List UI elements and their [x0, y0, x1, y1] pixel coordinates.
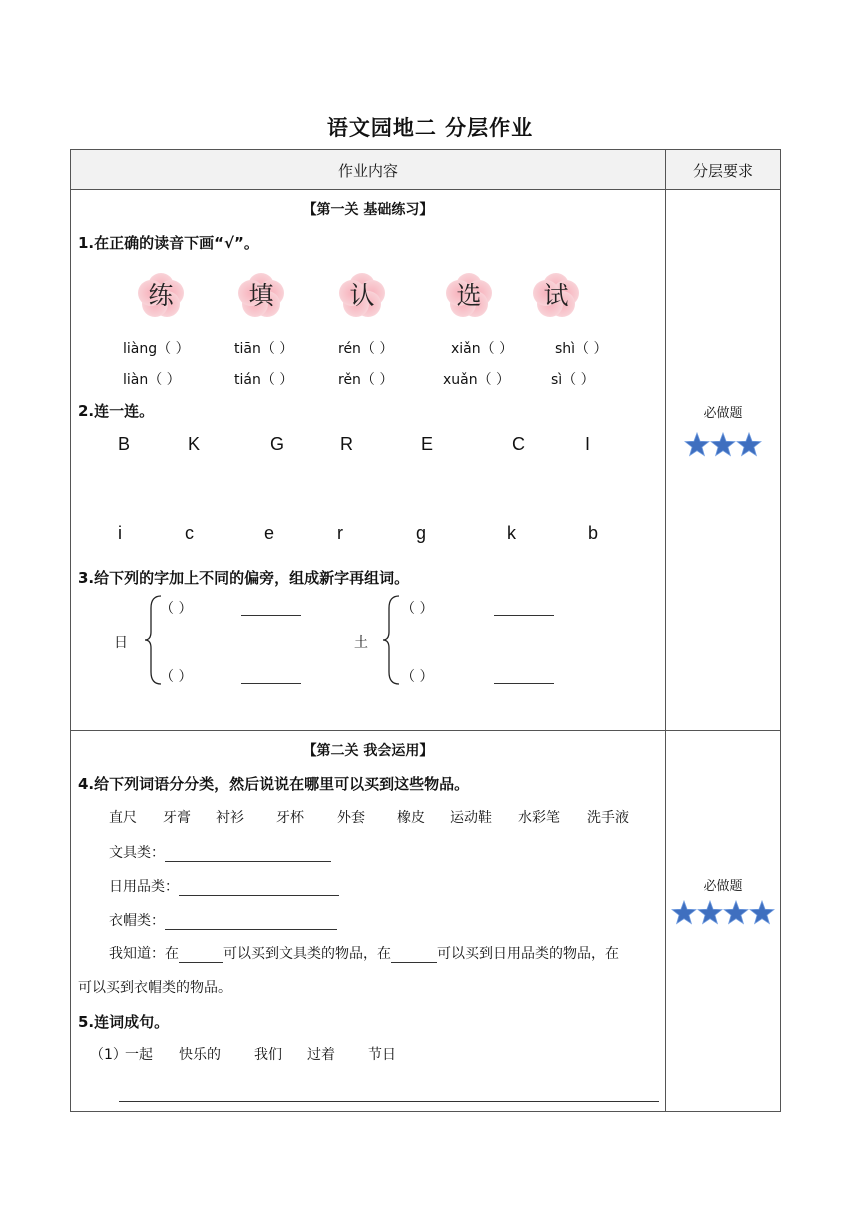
- uppercase-letter[interactable]: E: [421, 434, 434, 454]
- header-level: 分层要求: [692, 162, 753, 180]
- know-text: 可以买到文具类的物品，在: [223, 946, 391, 962]
- character: 试: [543, 281, 569, 310]
- base-char-tu: 土: [354, 635, 368, 651]
- pinyin-option[interactable]: sì（ ）: [551, 372, 595, 388]
- pinyin-option[interactable]: rén（ ）: [338, 341, 394, 357]
- answer-line: [494, 615, 554, 616]
- pinyin-option[interactable]: shì（ ）: [555, 341, 608, 357]
- word-item: 直尺: [109, 810, 137, 826]
- paren-blank: （ ）: [160, 669, 193, 685]
- character: 认: [349, 281, 375, 310]
- know-sentence: [109, 943, 619, 963]
- word-item: 水彩笔: [518, 810, 560, 826]
- know-text: 可以买到日用品类的物品，在: [437, 946, 619, 962]
- question-1: 1.在正确的读音下画“√”。: [78, 234, 259, 252]
- level-label-2: 必做题: [703, 879, 743, 894]
- paren-blank: （ ）: [160, 601, 193, 617]
- uppercase-letter[interactable]: I: [585, 434, 591, 454]
- star-icon: [723, 900, 749, 926]
- answer-line: [241, 615, 301, 616]
- category-label: 衣帽类：: [109, 913, 165, 929]
- pinyin-option[interactable]: liàng（ ）: [123, 341, 190, 357]
- pinyin-option[interactable]: rěn（ ）: [338, 372, 394, 388]
- star-icon: [710, 432, 736, 458]
- answer-line: [391, 948, 437, 963]
- brace-icon: [381, 594, 403, 686]
- word-item: 外套: [337, 810, 365, 826]
- uppercase-letter[interactable]: R: [340, 434, 353, 454]
- flower-icon: [339, 273, 385, 319]
- q5-item-number: （1）: [90, 1047, 127, 1063]
- lowercase-letter[interactable]: r: [337, 523, 343, 543]
- section2-heading: 【第二关 我会运用】: [302, 743, 434, 759]
- word-item: 快乐的: [179, 1047, 221, 1063]
- pinyin-option[interactable]: tián（ ）: [234, 372, 294, 388]
- star-icon: [697, 900, 723, 926]
- uppercase-letter[interactable]: G: [270, 434, 285, 454]
- pinyin-option[interactable]: tiān（ ）: [234, 341, 294, 357]
- page-title: 语文园地二 分层作业: [326, 116, 534, 140]
- star-icon: [749, 900, 775, 926]
- star-icon: [736, 432, 762, 458]
- word-item: 橡皮: [397, 810, 425, 826]
- flower-icon: [446, 273, 492, 319]
- word-item: 节日: [368, 1047, 396, 1063]
- section1-heading: 【第一关 基础练习】: [302, 202, 434, 218]
- character: 填: [248, 281, 274, 310]
- word-item: 一起: [125, 1047, 153, 1063]
- pinyin-option[interactable]: xuǎn（ ）: [443, 372, 511, 388]
- header-content: 作业内容: [337, 162, 398, 180]
- answer-line: [241, 683, 301, 684]
- word-item: 牙杯: [276, 810, 304, 826]
- category-stationery: [109, 842, 331, 862]
- answer-line: [165, 847, 331, 862]
- character: 练: [148, 281, 174, 310]
- star-icon: [684, 432, 710, 458]
- question-5: 5.连词成句。: [78, 1013, 170, 1031]
- category-daily: [109, 876, 339, 896]
- answer-line: [119, 1101, 659, 1102]
- category-label: 文具类：: [109, 845, 165, 861]
- category-label: 日用品类：: [109, 879, 179, 895]
- answer-line: [165, 915, 337, 930]
- word-item: 衬衫: [216, 810, 244, 826]
- lowercase-letter[interactable]: k: [507, 523, 516, 543]
- star-icon: [671, 900, 697, 926]
- uppercase-letter[interactable]: C: [512, 434, 525, 454]
- word-item: 我们: [254, 1047, 282, 1063]
- word-item: 运动鞋: [450, 810, 492, 826]
- uppercase-letter[interactable]: K: [188, 434, 201, 454]
- character: 选: [456, 281, 482, 310]
- flower-icon: [138, 273, 184, 319]
- know-text: 我知道：在: [109, 946, 179, 962]
- word-item: 牙膏: [163, 810, 191, 826]
- answer-line: [494, 683, 554, 684]
- paren-blank: （ ）: [401, 669, 434, 685]
- flower-icon: [238, 273, 284, 319]
- category-clothing: [109, 910, 337, 930]
- question-4: 4.给下列词语分分类，然后说说在哪里可以买到这些物品。: [78, 775, 470, 793]
- word-item: 过着: [307, 1047, 335, 1063]
- paren-blank: （ ）: [401, 601, 434, 617]
- lowercase-letter[interactable]: e: [264, 523, 275, 543]
- lowercase-letter[interactable]: g: [416, 523, 427, 543]
- level-label-1: 必做题: [703, 406, 743, 421]
- question-3: 3.给下列的字加上不同的偏旁，组成新字再组词。: [78, 569, 410, 587]
- answer-line: [179, 881, 339, 896]
- base-char-ri: 日: [114, 635, 128, 651]
- question-2: 2.连一连。: [78, 402, 155, 420]
- flower-icon: [533, 273, 579, 319]
- uppercase-letter[interactable]: B: [118, 434, 131, 454]
- know-sentence-end: 可以买到衣帽类的物品。: [78, 980, 232, 996]
- word-item: 洗手液: [587, 810, 629, 826]
- pinyin-option[interactable]: liàn（ ）: [123, 372, 181, 388]
- lowercase-letter[interactable]: b: [588, 523, 599, 543]
- pinyin-option[interactable]: xiǎn（ ）: [451, 341, 514, 357]
- lowercase-letter[interactable]: c: [185, 523, 194, 543]
- lowercase-letter[interactable]: i: [118, 523, 122, 543]
- answer-line: [179, 948, 223, 963]
